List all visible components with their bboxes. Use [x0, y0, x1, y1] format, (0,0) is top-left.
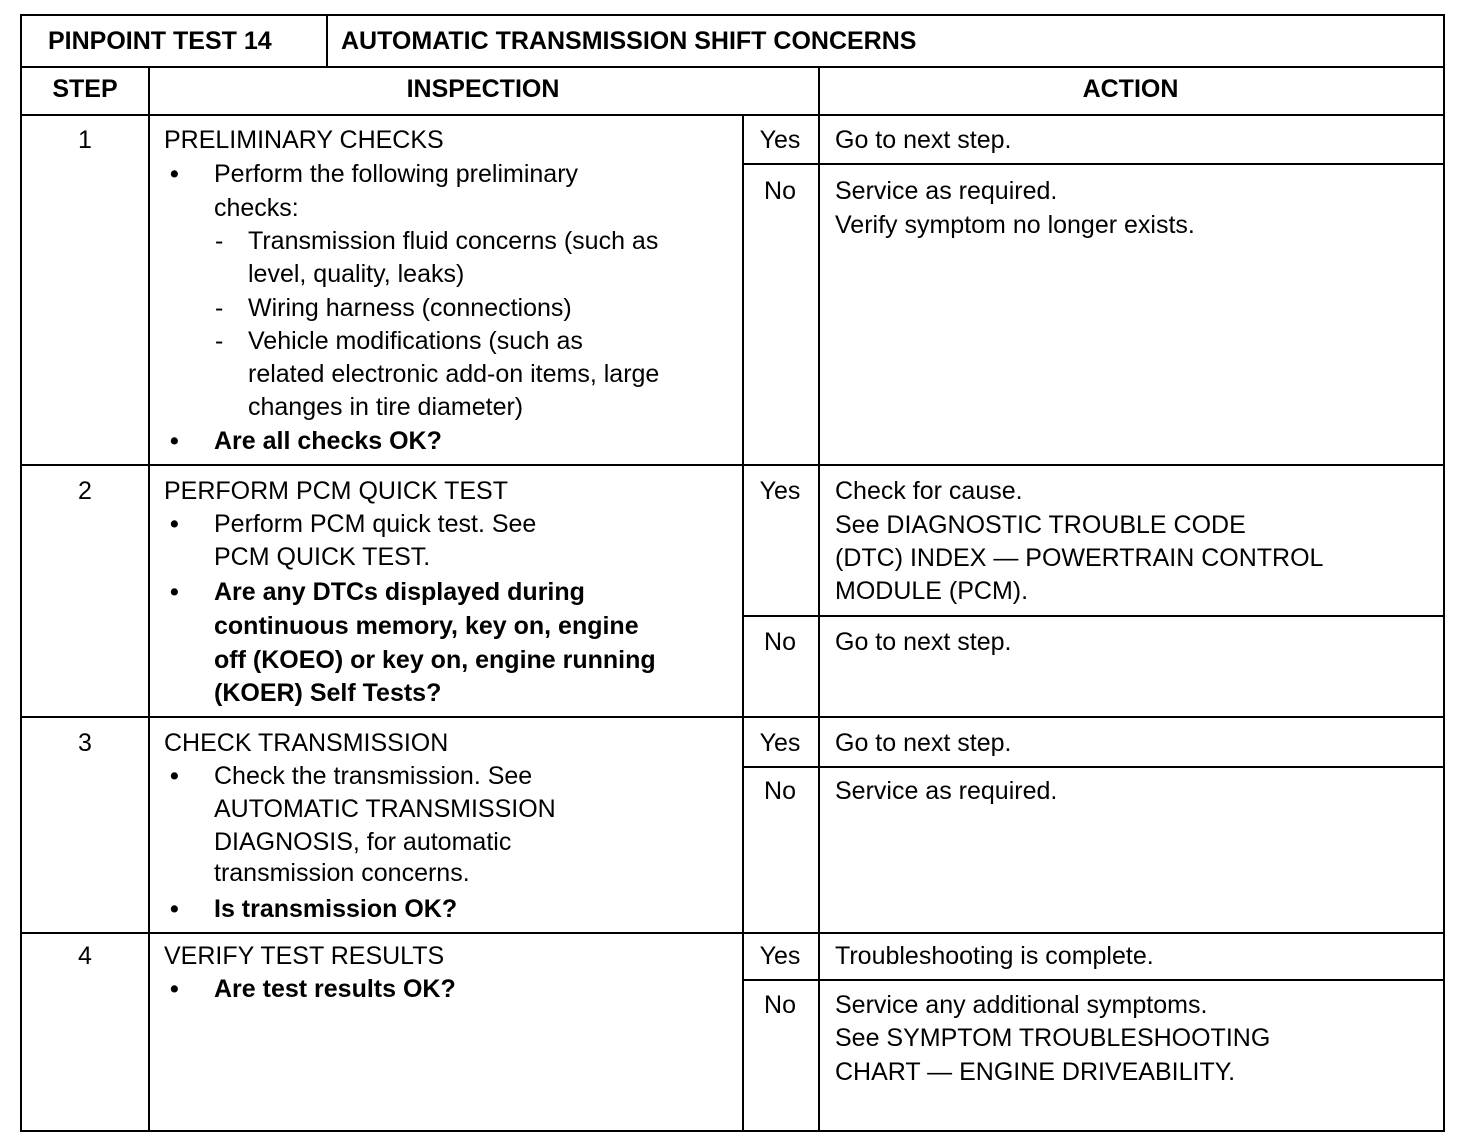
dash-marker: - [215, 294, 224, 322]
column-header-step: STEP [52, 75, 118, 103]
no-action: Go to next step. [835, 628, 1012, 656]
sub-item-text: related electronic add-on items, large [248, 360, 660, 388]
yes-label: Yes [759, 729, 801, 757]
inspection-question: Are all checks OK? [214, 427, 442, 455]
no-action: Service as required. [835, 777, 1058, 805]
sub-item-text: level, quality, leaks) [248, 260, 465, 288]
inspection-question: Are test results OK? [214, 975, 456, 1003]
step-number: 3 [78, 729, 92, 757]
row-divider [22, 114, 1443, 116]
step-number: 1 [78, 126, 92, 154]
bullet-icon: • [170, 975, 179, 1003]
bullet-icon: • [170, 895, 179, 923]
step-number: 4 [78, 942, 92, 970]
inspection-text: Check the transmission. See [214, 762, 533, 790]
row-divider [22, 716, 1443, 718]
column-header-action: ACTION [1082, 75, 1179, 103]
no-label: No [764, 991, 796, 1019]
bullet-icon: • [170, 762, 179, 790]
inspection-question: Are any DTCs displayed during [214, 578, 585, 606]
no-action: Verify symptom no longer exists. [835, 211, 1195, 239]
no-action: See SYMPTOM TROUBLESHOOTING [835, 1024, 1271, 1052]
answer-divider [742, 163, 1443, 165]
step-title: CHECK TRANSMISSION [164, 729, 449, 757]
no-label: No [764, 177, 796, 205]
dash-marker: - [215, 227, 224, 255]
no-label: No [764, 777, 796, 805]
row-divider [22, 464, 1443, 466]
sub-item-text: Transmission fluid concerns (such as [248, 227, 659, 255]
row-divider [22, 66, 1443, 68]
sub-item-text: changes in tire diameter) [248, 393, 524, 421]
step-title: VERIFY TEST RESULTS [164, 942, 445, 970]
no-label: No [764, 628, 796, 656]
bullet-icon: • [170, 510, 179, 538]
yes-action: Check for cause. [835, 477, 1023, 505]
inspection-text: PCM QUICK TEST. [214, 543, 431, 571]
yes-action: (DTC) INDEX — POWERTRAIN CONTROL [835, 544, 1324, 572]
step-number: 2 [78, 477, 92, 505]
test-id: PINPOINT TEST 14 [48, 27, 272, 55]
bullet-icon: • [170, 427, 179, 455]
yes-action: See DIAGNOSTIC TROUBLE CODE [835, 511, 1246, 539]
no-action: CHART — ENGINE DRIVEABILITY. [835, 1058, 1236, 1086]
yes-action: MODULE (PCM). [835, 577, 1029, 605]
inspection-text: transmission concerns. [214, 859, 470, 887]
inspection-text: AUTOMATIC TRANSMISSION [214, 795, 556, 823]
sub-item-text: Wiring harness (connections) [248, 294, 572, 322]
step-title: PRELIMINARY CHECKS [164, 126, 444, 154]
pinpoint-test-table [20, 14, 1445, 1132]
inspection-text: checks: [214, 194, 299, 222]
step-column-divider [148, 66, 150, 1132]
inspection-question: (KOER) Self Tests? [214, 679, 442, 707]
dash-marker: - [215, 327, 224, 355]
header-divider [326, 16, 328, 66]
yes-label: Yes [759, 126, 801, 154]
action-column-divider [818, 66, 820, 1132]
yes-label: Yes [759, 942, 801, 970]
column-header-inspection: INSPECTION [406, 75, 560, 103]
inspection-text: DIAGNOSIS, for automatic [214, 828, 512, 856]
answer-column-divider [742, 114, 744, 1132]
inspection-text: Perform PCM quick test. See [214, 510, 537, 538]
answer-divider [742, 766, 1443, 768]
answer-divider [742, 615, 1443, 617]
inspection-question: off (KOEO) or key on, engine running [214, 646, 656, 674]
yes-action: Go to next step. [835, 126, 1012, 154]
step-title: PERFORM PCM QUICK TEST [164, 477, 509, 505]
inspection-question: Is transmission OK? [214, 895, 458, 923]
no-action: Service any additional symptoms. [835, 991, 1208, 1019]
yes-label: Yes [759, 477, 801, 505]
test-title: AUTOMATIC TRANSMISSION SHIFT CONCERNS [341, 27, 917, 55]
bullet-icon: • [170, 578, 179, 606]
inspection-text: Perform the following preliminary [214, 160, 579, 188]
yes-action: Troubleshooting is complete. [835, 942, 1154, 970]
sub-item-text: Vehicle modifications (such as [248, 327, 583, 355]
bullet-icon: • [170, 160, 179, 188]
answer-divider [742, 979, 1443, 981]
yes-action: Go to next step. [835, 729, 1012, 757]
row-divider [22, 932, 1443, 934]
inspection-question: continuous memory, key on, engine [214, 612, 639, 640]
no-action: Service as required. [835, 177, 1058, 205]
